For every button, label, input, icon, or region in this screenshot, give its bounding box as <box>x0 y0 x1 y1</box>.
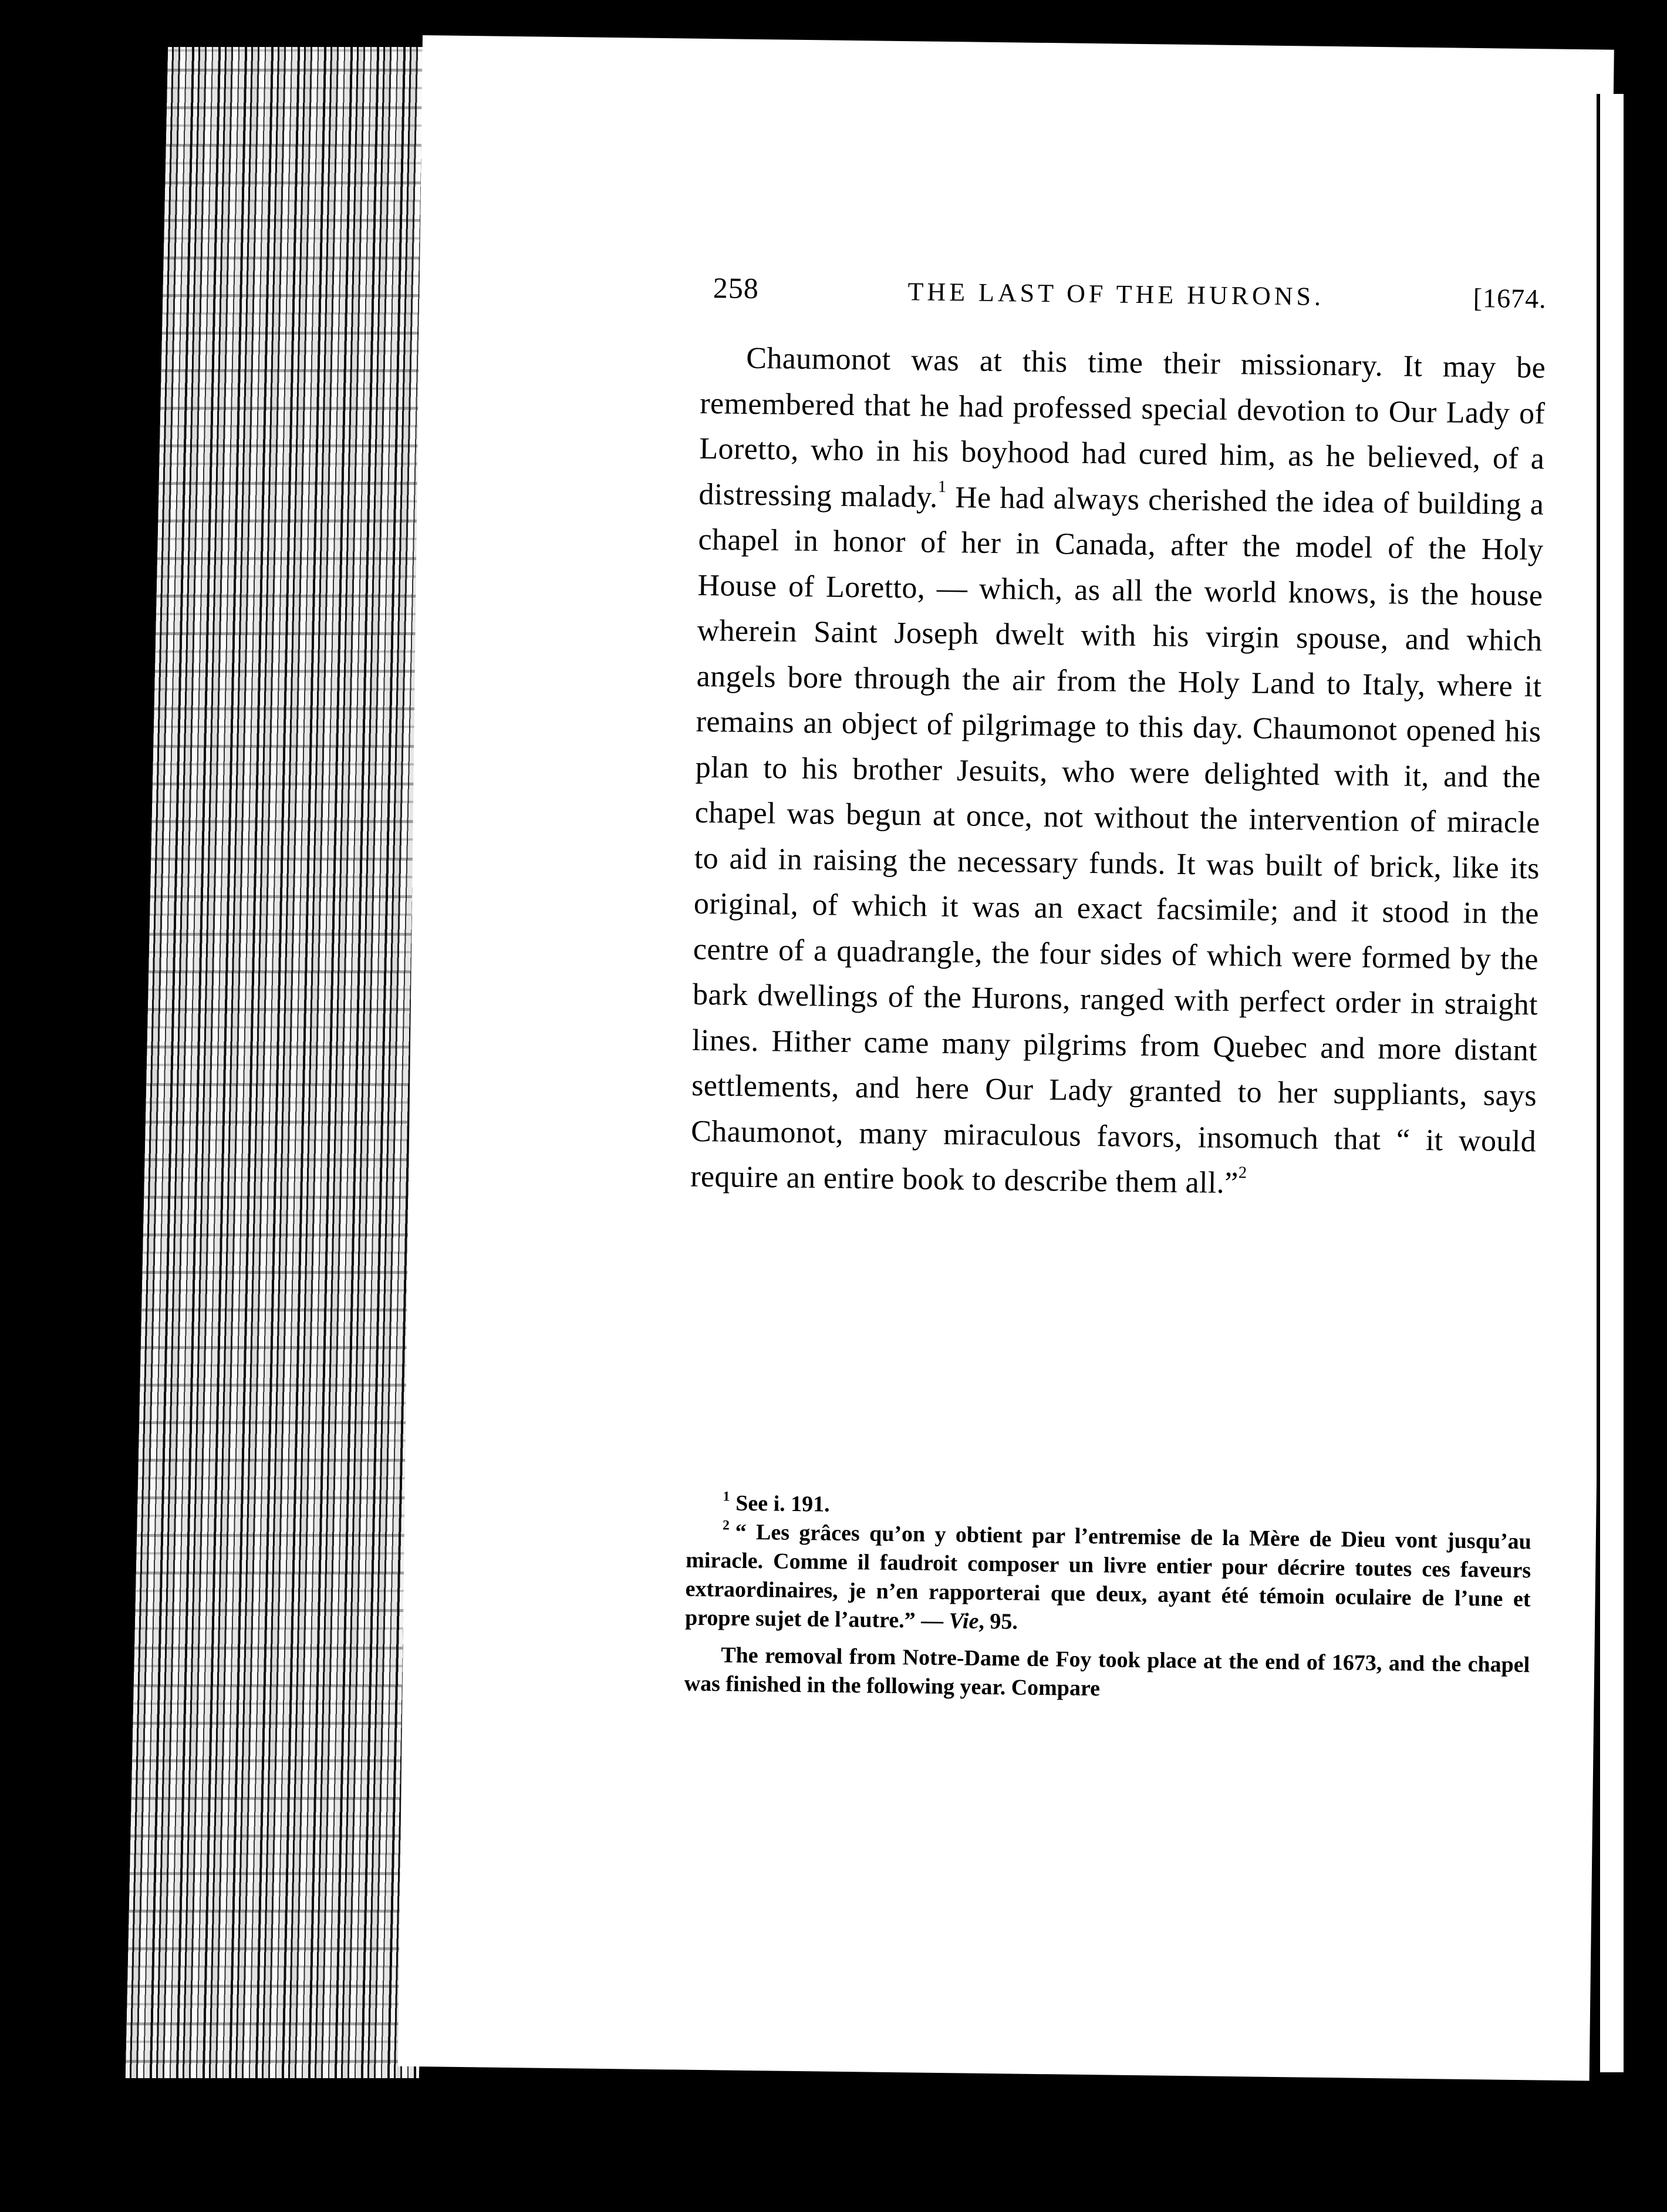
running-head-title: THE LAST OF THE HURONS. <box>907 277 1325 311</box>
body-text-part-2: He had always cherished the idea of building a chapel in honor of her in Canada, after the model of the Holy House of Loretto, — which, as all the world knows, is the house wherein Saint Joseph dwelt with his virgin spouse, and which angels bore through the air from the Holy Land to Italy, where it remains an object of pilgrimage to this day. Chaumonot opened his plan to his brother Jesuits, who were delighted with it, and the chapel was begun at once, not without the intervention of miracle to aid in raising the necessary funds. It was built of brick, like its original, of which it was an exact facsimile; and it stood in the centre of a quadrangle, the four sides of which were formed by the bark dwellings of the Hurons, ranged with perfect order in straight lines. Hither came many pilgrims from Quebec and more distant settlements, and here Our Lady granted to her suppliants, says Chaumonot, many miraculous favors, insomuch that “ it would require an entire book to describe them all.” <box>690 480 1544 1201</box>
footnote-continuation: The removal from Notre-Dame de Foy took place at the end of 1673, and the chapel was finished in the following year. Compare <box>684 1643 1530 1701</box>
footnote-ref-1: 1 <box>937 477 947 496</box>
footnote-1-text: See i. 191. <box>735 1491 830 1517</box>
footnote-2 <box>685 1518 1531 1643</box>
footnote-2-text: “ Les grâces qu’on y obtient par l’entremise de la Mère de Dieu vont jusqu’au miracle. Comme il faudroit composer un livre entier pour décrire toutes ces faveurs extraordinaires, je n’en rapporterai que deux, ayant été témoin oculaire de l’une et propre sujet de l’autre.” — <box>684 1519 1532 1634</box>
body-text-part-1: Chaumonot was at this time their missionary. It may be remembered that he had professed special devotion to Our Lady of Loretto, who in his boyhood had cured him, as he believed, of a distressing malady. <box>698 341 1546 514</box>
running-head <box>713 271 1547 328</box>
footnote-2-source-page: , 95. <box>978 1609 1018 1634</box>
footnote-2-mark: 2 <box>722 1517 730 1533</box>
next-page-edge <box>1597 94 1624 2072</box>
page-number: 258 <box>713 271 760 305</box>
body-text <box>690 335 1546 1210</box>
body-paragraph <box>690 335 1546 1210</box>
footnotes <box>684 1489 1531 1709</box>
footnote-2-source: Vie <box>949 1609 979 1634</box>
book-page <box>398 35 1614 2081</box>
footnote-ref-2: 2 <box>1238 1164 1247 1182</box>
running-head-year: [1674. <box>1473 282 1547 314</box>
footnote-1-mark: 1 <box>723 1488 730 1505</box>
